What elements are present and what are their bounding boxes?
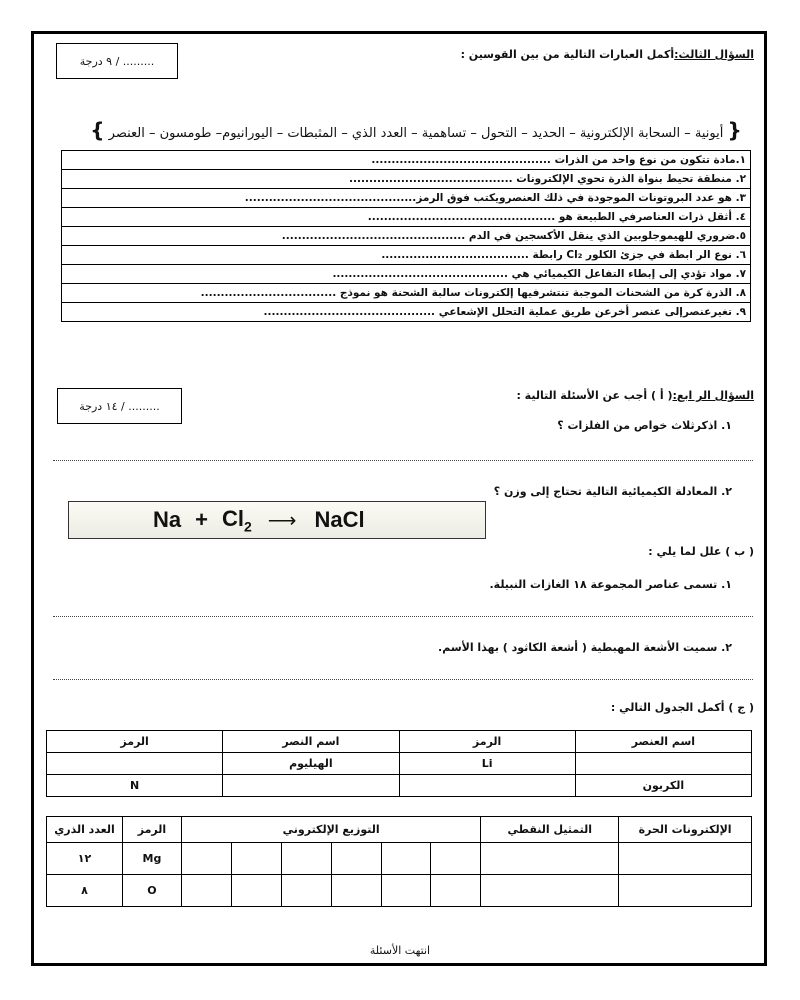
equation-na: Na	[153, 507, 182, 532]
table-cell	[331, 843, 381, 875]
q3-item: ٨. الذرة كرة من الشحنات الموجبة تنتشرفيها إلكترونات سالبة الشحنة هو نموذج ..................................	[62, 284, 751, 303]
table-header: الرمز	[122, 817, 181, 843]
table-row	[47, 843, 752, 875]
table-header: اسم العنصر	[575, 731, 751, 753]
table-cell	[181, 875, 231, 907]
q3-title-label: السؤال الثالث:	[674, 48, 754, 61]
table-cell	[399, 775, 575, 797]
table-cell	[481, 875, 619, 907]
table-cell	[619, 875, 752, 907]
table-row	[62, 227, 751, 246]
choices-text: أيونية – السحابة الإلكترونية – الحديد – التحول – تساهمية – العدد الذي – المثبطات – اليورانيوم– طومسون – العنصر	[108, 126, 724, 141]
q4-b1: ١. تسمى عناصر المجموعة ١٨ الغازات النبيلة.	[489, 578, 732, 591]
table-cell: الهيليوم	[223, 753, 399, 775]
q3-item: ٩. تغيرعنصرإلى عنصر أخرعن طريق عملية التحلل الإشعاعي ...........................................	[62, 303, 751, 322]
table-row	[62, 208, 751, 227]
table-cell	[47, 753, 223, 775]
table-cell	[281, 875, 331, 907]
table-row	[62, 265, 751, 284]
q3-item: ٦. نوع الر ابطة في جزئ الكلور Cl₂ رابطة .....................................	[62, 246, 751, 265]
table-cell	[181, 843, 231, 875]
q4-b-title: ( ب ) علل لما يلي :	[648, 545, 754, 558]
table-header: الرمز	[399, 731, 575, 753]
table-row	[62, 189, 751, 208]
table-cell: Li	[399, 753, 575, 775]
q3-item: ٧. مواد تؤدي إلى إبطاء التفاعل الكيميائي هي ............................................	[62, 265, 751, 284]
table-row	[62, 303, 751, 322]
table-row	[62, 284, 751, 303]
q4-title-text: ( أ ) أجب عن الأسئلة التالية :	[516, 389, 673, 402]
q4-header	[354, 389, 754, 402]
q3-item: ٢. منطقة تحيط بنواة الذرة تحوي الإلكترونات .........................................	[62, 170, 751, 189]
table-cell: ١٢	[47, 843, 123, 875]
electron-table	[46, 816, 752, 907]
table-cell	[431, 875, 481, 907]
table-row	[47, 875, 752, 907]
q3-item: ٤. أثقل ذرات العناصرفي الطبيعة هو ...............................................	[62, 208, 751, 227]
choices-close-brace: }	[90, 118, 105, 142]
table-header: الرمز	[47, 731, 223, 753]
table-cell	[281, 843, 331, 875]
q4-c-title: ( ج ) أكمل الجدول التالي :	[610, 701, 754, 714]
table-header: التمثيل النقطي	[481, 817, 619, 843]
table-header: العدد الذري	[47, 817, 123, 843]
table-cell	[619, 843, 752, 875]
answer-line	[53, 679, 753, 680]
q4-a2: ٢. المعادلة الكيميائية التالية تحتاج إلى وزن ؟	[493, 485, 732, 498]
q3-item: ٥.ضروري للهيموجلوبين الذي ينقل الأكسجين في الدم ..............................................	[62, 227, 751, 246]
q4-score-box	[57, 388, 182, 424]
table-cell	[575, 753, 751, 775]
table-cell	[223, 775, 399, 797]
q3-item: ٣. هو عدد البروتونات الموجودة في ذلك العنصرويكتب فوق الرمز...........................................	[62, 189, 751, 208]
table-row	[47, 817, 752, 843]
equation-box	[68, 501, 486, 539]
table-cell	[381, 875, 431, 907]
q4-title-label: السؤال الر ابع:	[672, 389, 754, 402]
q3-items-table	[61, 150, 751, 322]
q3-item: ١.مادة تتكون من نوع واحد من الذرات .............................................	[62, 151, 751, 170]
table-row	[47, 775, 752, 797]
table-cell: N	[47, 775, 223, 797]
q4-a1: ١. اذكرثلاث خواص من الفلزات ؟	[557, 419, 732, 432]
equation-plus: +	[195, 507, 208, 532]
q3-header	[354, 48, 754, 61]
table-cell	[481, 843, 619, 875]
table-cell: Mg	[122, 843, 181, 875]
table-cell	[431, 843, 481, 875]
reaction-arrow-icon: ⟶	[267, 509, 297, 532]
q4-b2: ٢. سميت الأشعة المهبطية ( أشعة الكاثود ) بهذا الأسم.	[438, 641, 732, 654]
table-row	[62, 246, 751, 265]
table-cell: ٨	[47, 875, 123, 907]
table-cell	[231, 843, 281, 875]
answer-line	[53, 616, 753, 617]
table-cell	[231, 875, 281, 907]
table-header: الإلكترونات الحرة	[619, 817, 752, 843]
table-row	[62, 170, 751, 189]
table-row	[47, 731, 752, 753]
q3-score-box	[56, 43, 178, 79]
table-header: التوزيع الإلكتروني	[181, 817, 480, 843]
answer-line	[53, 460, 753, 461]
table-cell	[331, 875, 381, 907]
q4-score: ......... / ١٤ درجة	[79, 399, 160, 413]
q3-title-text: أكمل العبارات التالية من بين القوسين :	[460, 48, 675, 61]
table-cell: الكربون	[575, 775, 751, 797]
table-row	[62, 151, 751, 170]
choices-open-brace: {	[727, 118, 742, 142]
footer-text: انتهت الأسئلة	[369, 944, 431, 957]
equation-product: NaCl	[314, 507, 365, 532]
equation-cl: $Cl_2$	[221, 505, 252, 535]
table-cell: O	[122, 875, 181, 907]
table-cell	[381, 843, 431, 875]
table-row	[47, 753, 752, 775]
elements-table	[46, 730, 752, 797]
table-header: اسم النصر	[223, 731, 399, 753]
q3-choices	[76, 118, 756, 142]
q3-score: ......... / ٩ درجة	[79, 54, 155, 68]
